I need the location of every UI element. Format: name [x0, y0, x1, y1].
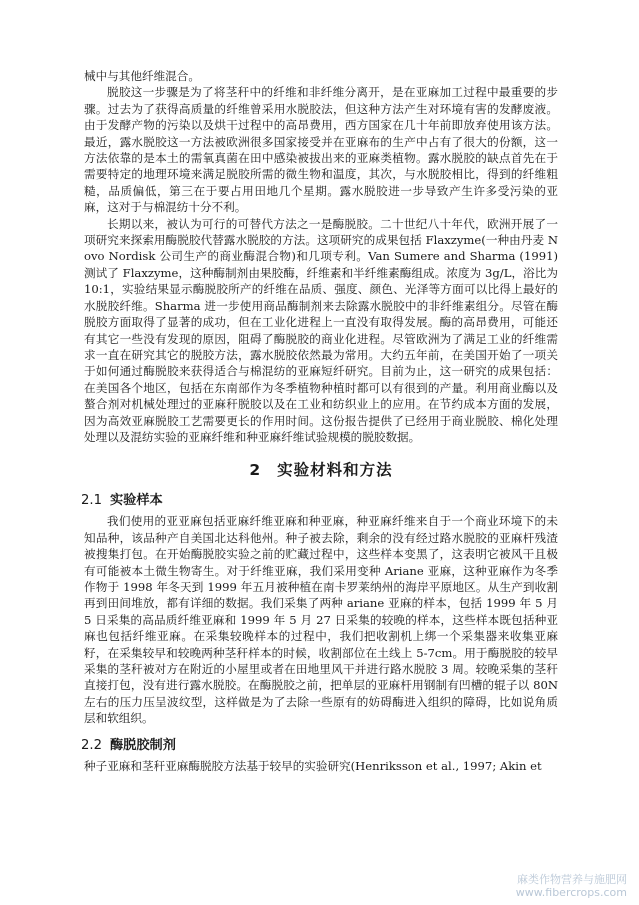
paragraph-continuation: 械中与其他纤维混合。: [84, 69, 200, 83]
paragraph-degumming-intro: 脱胶这一步骤是为了将茎秆中的纤维和非纤维分离开，是在亚麻加工过程中最重要的步骤。过去为了获得高质量的纤维曾采用水脱胶法，但这种方法产生对环境有害的发酵废液。由于发酵产物的污染以及烘干过程中的高昂费用，西方国家在几十年前即放弃使用该方法。最近，露水脱胶这一方法被欧洲很多国家接受并在亚麻布的生产中占有了很大的份额，这一方法依靠的是本土的需氧真菌在田中感染被拔出来的亚麻类植物。露水脱胶的缺点首先在于需要特定的地理环境来满足脱胶所需的微生物和温度，其次，与水脱胶相比，得到的纤维粗糙，品质偏低，第三在于要占用田地几个星期。露水脱胶进一步导致产生许多受污染的亚麻，这对于与棉混纺十分不利。: [84, 85, 558, 215]
paragraph-enzyme-degumming: 长期以来，被认为可行的可替代方法之一是酶脱胶。二十世纪八十年代，欧洲开展了一项研究来探索用酶脱胶代替露水脱胶的方法。这项研究的成果包括 Flaxzyme(一种由丹麦 Novo Nordisk 公司生产的商业酶混合物)和几项专利。Van Sumere and Sharma (1991) 测试了 Flaxzyme，这种酶制剂由果胶酶，纤维素和半纤维素酶组成。浓度为 3g/L，浴比为 10:1，实验结果显示酶脱胶所产的纤维在品质、强度、颜色、光泽等方面可以比得上最好的水脱胶纤维。Sharma 进一步使用商品酶制剂来去除露水脱胶中的非纤维素组分。尽管在酶脱胶方面取得了显著的成功，但在工业化进程上一直没有取得发展。酶的高昂费用，可能还有其它一些没有发现的原因，阻碍了酶脱胶的商业化进程。尽管欧洲为了满足工业的纤维需求一直在研究其它的脱胶方法，露水脱胶依然最为常用。大约五年前，在美国开始了一项关于如何通过酶脱胶来获得适合与棉混纺的亚麻短纤研究。目前为止，这一研究的成果包括：在美国各个地区，包括在东南部作为冬季植物种植时都可以有很到的产量。利用商业酶以及螯合剂对机械处理过的亚麻秆脱胶以及在工业和纺织业上的应用。在节约成本方面的发展，因为高效亚麻脱胶工艺需要更长的作用时间。这份报告提供了已经用于商业脱胶、棉化处理处理以及混纺实验的亚麻纤维和种亚麻纤维试验规模的脱胶数据。: [84, 216, 558, 444]
subsection-heading-enzymes: [81, 734, 558, 753]
subsection-number: 2.2: [81, 737, 102, 753]
document-page: [81, 68, 558, 774]
watermark-name: 麻类作物营养与施肥网: [517, 873, 627, 886]
site-watermark: [516, 873, 627, 899]
section-heading: [84, 458, 558, 480]
section-number: 2: [249, 461, 262, 480]
paragraph-enzyme-prep: 种子亚麻和茎秆亚麻酶脱胶方法基于较早的实验研究(Henriksson et al., 1997; Akin et: [84, 758, 542, 773]
subsection-title: 实验样本: [109, 493, 163, 509]
paragraph-samples: 我们使用的亚亚麻包括亚麻纤维亚麻和种亚麻，种亚麻纤维来自于一个商业环境下的未知品种，该品种产自美国北达科他州。种子被去除，剩余的没有经过路水脱胶的亚麻杆残渣被搜集打包。在开始酶脱胶实验之前的贮藏过程中，这些样本变黑了，这表明它被风干且极有可能被本土微生物寄生。对于纤维亚麻，我们采用变种 Ariane 亚麻，这种亚麻作为冬季作物于 1998 年冬天到 1999 年五月被种植在南卡罗莱纳州的海岸平原地区。从生产到收割再到田间堆放，都有详细的数据。我们采集了两种 ariane 亚麻的样本，包括 1999 年 5 月 5 日采集的高品质纤维亚麻和 1999 年 5 月 27 日采集的较晚的样本，这些样本既包括种亚麻也包括纤维亚麻。在采集较晚样本的过程中，我们把收割机上绑一个采集器来收集亚麻籽，在采集较早和较晚两种茎秆样本的时候，收割部位在土线上 5-7cm。用于酶脱胶的较早采集的茎秆被对方在附近的小屋里或者在田地里风干并进行路水脱胶 3 周。较晚采集的茎秆直接打包，没有进行露水脱胶。在酶脱胶之前，把单层的亚麻杆用钢制有凹槽的辊子以 80N 左右的压力压呈波纹型，这样做是为了去除一些原有的妨碍酶进入组织的障碍，比如说角质层和软组织。: [84, 514, 558, 726]
subsection-heading-samples: [81, 489, 558, 508]
watermark-url: www.fibercrops.com: [515, 886, 627, 899]
section-title: 实验材料和方法: [277, 461, 393, 480]
subsection-number: 2.1: [81, 493, 102, 509]
subsection-title: 酶脱胶制剂: [109, 737, 176, 753]
